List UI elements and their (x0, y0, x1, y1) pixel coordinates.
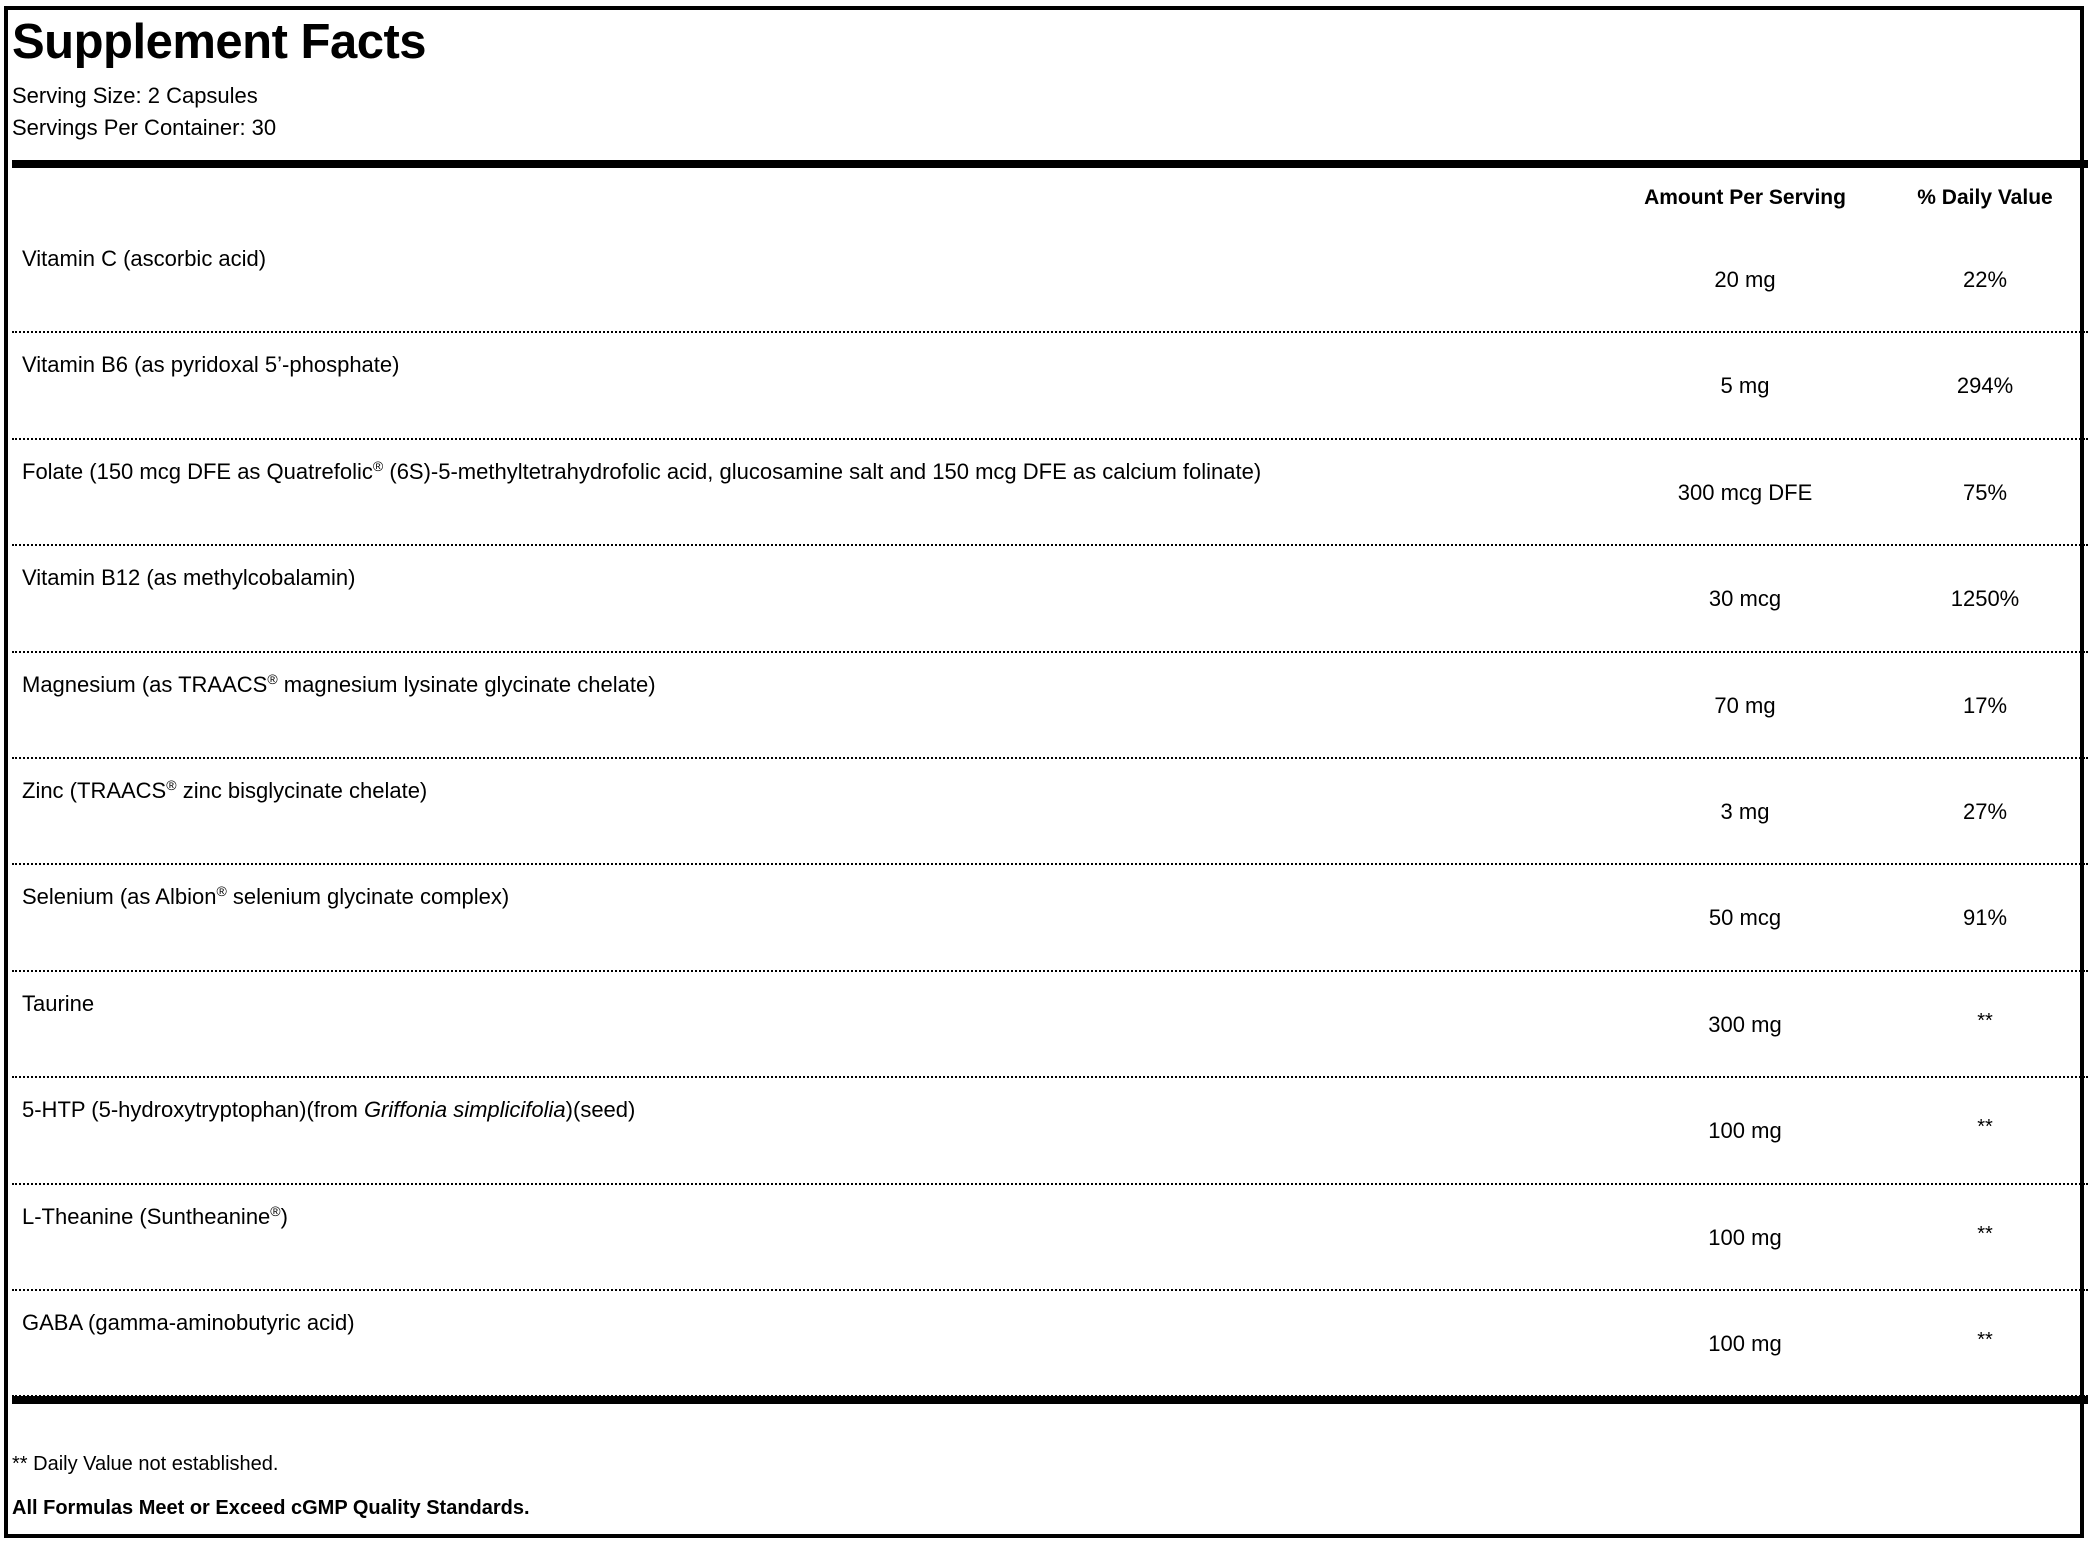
ingredient-text: 5-HTP (5-hydroxytryptophan)(from (22, 1097, 364, 1123)
daily-value: ** (1977, 1222, 1993, 1245)
daily-value-footnote: ** Daily Value not established. (12, 1453, 279, 1475)
daily-value: ** (1977, 1009, 1993, 1032)
table-row (12, 440, 2088, 546)
ingredient-text: Selenium (as Albion (22, 884, 217, 910)
ingredient-name (22, 458, 1261, 486)
quality-statement: All Formulas Meet or Exceed cGMP Quality Standards. (12, 1497, 530, 1519)
amount-per-serving: 50 mcg (1708, 905, 1782, 931)
table-row (12, 1078, 2088, 1184)
ingredient-table (12, 227, 2088, 1397)
servings-per-container: Servings Per Container: 30 (12, 115, 277, 140)
table-row (12, 227, 2088, 333)
top-divider (12, 160, 2088, 168)
ingredient-name (22, 564, 355, 592)
amount-per-serving: 3 mg (1720, 798, 1770, 824)
daily-value: 22% (1962, 267, 2008, 292)
panel-title: Supplement Facts (12, 15, 427, 69)
ingredient-text: (6S)-5-methyltetrahydrofolic acid, glucosamine salt and 150 mcg DFE as calcium folinate) (383, 458, 1262, 484)
table-row (12, 972, 2088, 1078)
table-row (12, 759, 2088, 865)
registered-mark: ® (372, 457, 384, 474)
ingredient-text: Zinc (TRAACS (22, 777, 167, 803)
daily-value: 27% (1962, 798, 2008, 824)
ingredient-text: )(seed) (565, 1097, 636, 1123)
ingredient-text: magnesium lysinate glycinate chelate) (277, 671, 656, 697)
ingredient-name (22, 990, 94, 1018)
serving-size: Serving Size: 2 Capsules (12, 83, 258, 108)
table-row (12, 865, 2088, 971)
ingredient-text: Vitamin B12 (as methylcobalamin) (22, 565, 356, 591)
ingredient-text: Taurine (22, 990, 95, 1016)
ingredient-name (22, 1309, 355, 1337)
ingredient-name (22, 1096, 635, 1124)
serving-info (12, 80, 276, 144)
ingredient-name (22, 351, 399, 379)
amount-per-serving: 70 mg (1714, 692, 1776, 718)
registered-mark: ® (216, 883, 227, 900)
daily-value: 75% (1962, 479, 2008, 505)
table-row (12, 333, 2088, 439)
ingredient-name (22, 245, 266, 273)
amount-per-serving: 20 mg (1714, 267, 1776, 292)
registered-mark: ® (270, 1202, 281, 1219)
table-row (12, 653, 2088, 759)
ingredient-name (22, 883, 509, 911)
amount-per-serving-header: Amount Per Serving (1644, 186, 1846, 209)
table-row (12, 546, 2088, 652)
bottom-divider (12, 1396, 2088, 1404)
daily-value: 1250% (1950, 586, 2020, 612)
ingredient-name (22, 671, 656, 699)
amount-per-serving: 300 mcg DFE (1677, 479, 1813, 505)
ingredient-text: Vitamin C (ascorbic acid) (22, 246, 267, 271)
daily-value: 294% (1956, 373, 2014, 399)
daily-value: ** (1977, 1116, 1993, 1139)
daily-value: ** (1977, 1328, 1993, 1351)
ingredient-name (22, 1203, 288, 1231)
amount-per-serving: 100 mg (1708, 1118, 1782, 1144)
ingredient-text: ) (280, 1203, 288, 1229)
ingredient-text: GABA (gamma-aminobutyric acid) (22, 1309, 355, 1335)
ingredient-text: selenium glycinate complex) (226, 884, 510, 910)
amount-per-serving: 300 mg (1708, 1011, 1782, 1037)
daily-value: 91% (1962, 905, 2008, 931)
ingredient-text: Folate (150 mcg DFE as Quatrefolic (22, 458, 373, 484)
ingredient-text: Magnesium (as TRAACS (22, 671, 268, 697)
daily-value: 17% (1962, 692, 2008, 718)
registered-mark: ® (166, 776, 177, 793)
daily-value-header: % Daily Value (1917, 186, 2053, 209)
ingredient-text: Vitamin B6 (as pyridoxal 5’-phosphate) (22, 352, 400, 378)
table-row (12, 1291, 2088, 1397)
table-row (12, 1185, 2088, 1291)
ingredient-text: L-Theanine (Suntheanine (22, 1203, 271, 1229)
amount-per-serving: 30 mcg (1708, 586, 1782, 612)
ingredient-text: zinc bisglycinate chelate) (176, 777, 428, 803)
registered-mark: ® (267, 670, 278, 687)
ingredient-name (22, 777, 427, 805)
amount-per-serving: 100 mg (1708, 1224, 1782, 1250)
amount-per-serving: 100 mg (1708, 1330, 1782, 1356)
amount-per-serving: 5 mg (1720, 373, 1770, 399)
botanical-name: Griffonia simplicifolia (363, 1097, 566, 1123)
